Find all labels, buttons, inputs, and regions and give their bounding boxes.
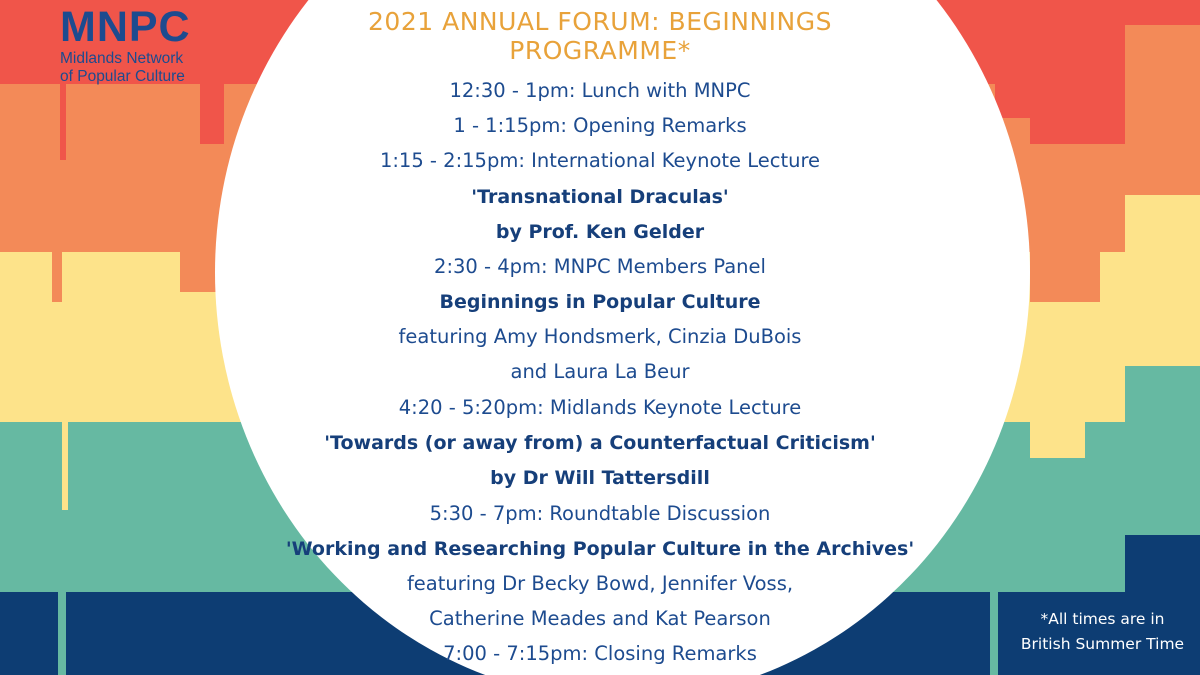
programme-line: 1:15 - 2:15pm: International Keynote Lecture xyxy=(379,149,821,172)
drip-yellow-left xyxy=(62,422,68,510)
programme-line: and Laura La Beur xyxy=(510,360,690,383)
timezone-note xyxy=(1010,607,1195,657)
drip-orange-left xyxy=(52,252,62,302)
forum-title: 2021 ANNUAL FORUM: BEGINNINGS xyxy=(368,7,832,36)
programme-title: PROGRAMME* xyxy=(509,36,691,65)
programme-line: 1 - 1:15pm: Opening Remarks xyxy=(453,114,747,137)
step-green-mid-right xyxy=(1125,366,1200,422)
programme-line: 12:30 - 1pm: Lunch with MNPC xyxy=(449,79,751,102)
programme-line: 'Working and Researching Popular Culture in the Archives' xyxy=(285,538,915,560)
drip-red-left-2 xyxy=(200,84,224,144)
programme-line: by Prof. Ken Gelder xyxy=(495,221,705,243)
logo-mark: MNPC xyxy=(60,3,191,51)
mnpc-logo xyxy=(60,5,191,85)
step-yellow-right xyxy=(1030,422,1085,458)
step-red-right-2 xyxy=(1000,84,1040,118)
programme-line: by Dr Will Tattersdill xyxy=(490,467,710,489)
timezone-note-line-2: British Summer Time xyxy=(1020,635,1185,653)
programme-line: 5:30 - 7pm: Roundtable Discussion xyxy=(429,502,771,525)
step-red-right xyxy=(1030,84,1125,144)
logo-subtitle-line-1: Midlands Network xyxy=(60,50,184,67)
programme-line: Catherine Meades and Kat Pearson xyxy=(429,607,771,630)
drip-red-left xyxy=(60,84,66,160)
programme-line: 'Towards (or away from) a Counterfactual Criticism' xyxy=(324,432,876,454)
step-orange-right xyxy=(1030,252,1100,302)
programme-line: featuring Amy Hondsmerk, Cinzia DuBois xyxy=(398,325,802,348)
programme-line: 4:20 - 5:20pm: Midlands Keynote Lecture xyxy=(398,396,802,419)
programme-line: 7:00 - 7:15pm: Closing Remarks xyxy=(443,642,757,665)
programme-line: Beginnings in Popular Culture xyxy=(439,291,761,313)
logo-subtitle-line-2: of Popular Culture xyxy=(60,68,185,85)
programme-line: 'Transnational Draculas' xyxy=(471,186,729,208)
timezone-note-line-1: *All times are in xyxy=(1040,610,1165,628)
step-yellow-mid-right xyxy=(1125,195,1200,252)
programme-line: featuring Dr Becky Bowd, Jennifer Voss, xyxy=(406,572,794,595)
drip-green-left xyxy=(58,592,66,675)
programme-line: 2:30 - 4pm: MNPC Members Panel xyxy=(434,255,766,278)
step-orange-top-right xyxy=(1125,25,1200,84)
drip-green-right xyxy=(990,592,998,675)
step-navy-right xyxy=(1125,535,1200,592)
